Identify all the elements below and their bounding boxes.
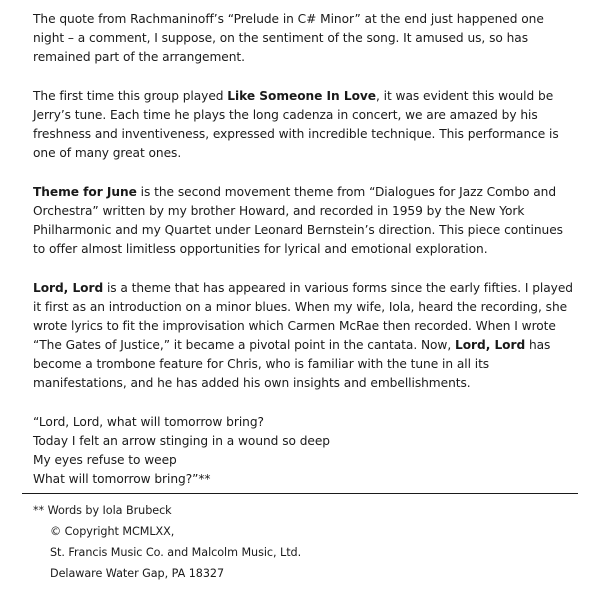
liner-notes-body <box>33 10 573 489</box>
paragraph-rachmaninoff-quote <box>33 10 573 67</box>
paragraph-text-pre: The first time this group played <box>33 89 228 103</box>
paragraph-text-post: , it was evident this would be Jerry’s tune. Each time he plays the long cadenza in concert, we are amazed by his freshness and inventiveness, expressed with incredible technique. This performance is one of many great ones. <box>33 89 559 160</box>
footnote-copyright: © Copyright MCMLXX, <box>50 525 175 538</box>
lyric-line: What will tomorrow bring?”** <box>33 472 211 486</box>
song-title-theme-for-june: Theme for June <box>33 185 137 199</box>
paragraph-text: The quote from Rachmaninoff’s “Prelude in C# Minor” at the end just happened one night – a comment, I suppose, on the sentiment of the song. It amused us, so has remained part of the arrangement. <box>33 12 544 64</box>
paragraph-text-post: has become a trombone feature for Chris, who is familiar with the tune in all its manifestations, and he has added his own insights and embellishments. <box>33 338 551 390</box>
paragraph-like-someone-in-love <box>33 87 573 163</box>
footnote-publisher: St. Francis Music Co. and Malcolm Music, Ltd. <box>50 546 302 559</box>
footnote-words-credit: ** Words by Iola Brubeck <box>33 504 172 517</box>
paragraph-theme-for-june <box>33 183 573 259</box>
footnote <box>33 500 301 584</box>
footnote-divider <box>22 493 578 494</box>
footnote-address: Delaware Water Gap, PA 18327 <box>50 567 225 580</box>
paragraph-text-mid: is a theme that has appeared in various forms since the early fifties. I played it first as an introduction on a minor blues. When my wife, Iola, heard the recording, she wrote lyrics to fit the improvisation which Carmen McRae then recorded. When I wrote “The Gates of Justice,” it became a pivotal point in the cantata. Now, <box>33 281 573 352</box>
lyric-line: “Lord, Lord, what will tomorrow bring? <box>33 415 264 429</box>
song-title-like-someone-in-love: Like Someone In Love <box>227 89 377 103</box>
paragraph-text-post: is the second movement theme from “Dialogues for Jazz Combo and Orchestra” written by my brother Howard, and recorded in 1959 by the New York Philharmonic and my Quartet under Leonard Bernstein’s direction. This piece continues to offer almost limitless opportunities for lyrical and emotional exploration. <box>33 185 563 256</box>
lyric-line: Today I felt an arrow stinging in a wound so deep <box>33 434 330 448</box>
song-title-lord-lord-second: Lord, Lord <box>455 338 526 352</box>
song-title-lord-lord: Lord, Lord <box>33 281 104 295</box>
lyric-line: My eyes refuse to weep <box>33 453 177 467</box>
paragraph-lord-lord <box>33 279 573 393</box>
lyrics-quote <box>33 413 573 489</box>
